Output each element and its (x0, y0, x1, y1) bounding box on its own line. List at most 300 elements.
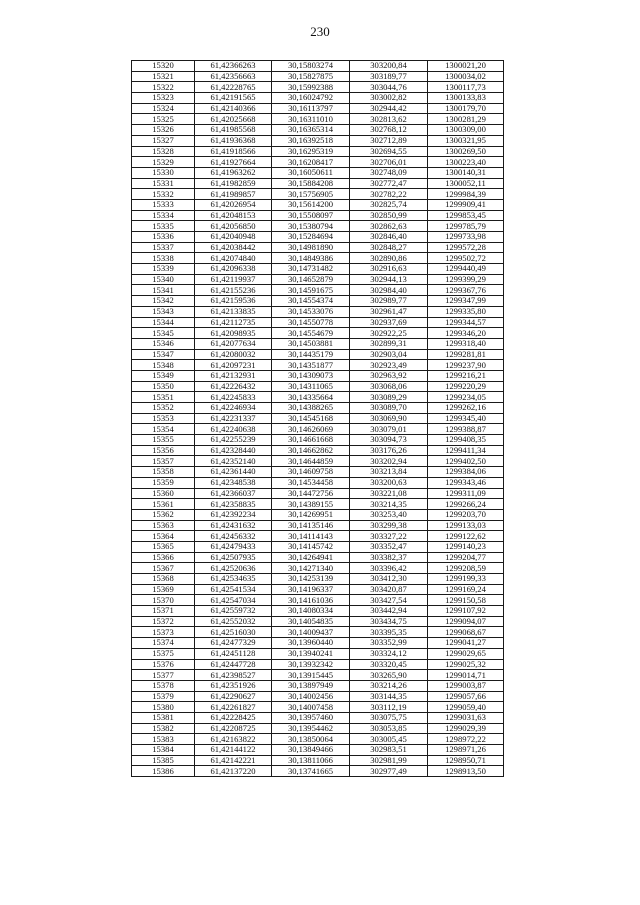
point-number-cell: 15383 (132, 734, 195, 745)
latitude-cell: 61,42098935 (195, 328, 272, 339)
y-coordinate-cell: 1299068,67 (428, 627, 504, 638)
x-coordinate-cell: 302825,74 (350, 199, 428, 210)
point-number-cell: 15371 (132, 606, 195, 617)
longitude-cell: 30,14435179 (272, 349, 350, 360)
table-row (132, 424, 504, 435)
table-row (132, 702, 504, 713)
point-number-cell: 15376 (132, 659, 195, 670)
point-number-cell: 15341 (132, 285, 195, 296)
point-number-cell: 15369 (132, 584, 195, 595)
latitude-cell: 61,42056850 (195, 221, 272, 232)
longitude-cell: 30,16050611 (272, 167, 350, 178)
table-row (132, 520, 504, 531)
latitude-cell: 61,42240638 (195, 424, 272, 435)
y-coordinate-cell: 1299169,24 (428, 584, 504, 595)
latitude-cell: 61,42119937 (195, 274, 272, 285)
y-coordinate-cell: 1300269,50 (428, 146, 504, 157)
x-coordinate-cell: 302748,09 (350, 167, 428, 178)
table-row (132, 606, 504, 617)
x-coordinate-cell: 303221,08 (350, 488, 428, 499)
longitude-cell: 30,14311065 (272, 381, 350, 392)
x-coordinate-cell: 303382,37 (350, 552, 428, 563)
y-coordinate-cell: 1299237,90 (428, 360, 504, 371)
longitude-cell: 30,14335664 (272, 392, 350, 403)
point-number-cell: 15378 (132, 680, 195, 691)
y-coordinate-cell: 1299367,76 (428, 285, 504, 296)
x-coordinate-cell: 302862,63 (350, 221, 428, 232)
point-number-cell: 15326 (132, 125, 195, 136)
point-number-cell: 15373 (132, 627, 195, 638)
point-number-cell: 15336 (132, 232, 195, 243)
y-coordinate-cell: 1299399,29 (428, 274, 504, 285)
x-coordinate-cell: 303299,38 (350, 520, 428, 531)
point-number-cell: 15344 (132, 317, 195, 328)
longitude-cell: 30,14271340 (272, 563, 350, 574)
y-coordinate-cell: 1299150,58 (428, 595, 504, 606)
y-coordinate-cell: 1300281,29 (428, 114, 504, 125)
point-number-cell: 15377 (132, 670, 195, 681)
table-row (132, 403, 504, 414)
point-number-cell: 15381 (132, 712, 195, 723)
longitude-cell: 30,15614200 (272, 199, 350, 210)
longitude-cell: 30,14135146 (272, 520, 350, 531)
table-row (132, 338, 504, 349)
table-row (132, 178, 504, 189)
longitude-cell: 30,14080334 (272, 606, 350, 617)
y-coordinate-cell: 1299208,59 (428, 563, 504, 574)
latitude-cell: 61,42038442 (195, 242, 272, 253)
y-coordinate-cell: 1299029,65 (428, 648, 504, 659)
point-number-cell: 15322 (132, 82, 195, 93)
latitude-cell: 61,42228765 (195, 82, 272, 93)
table-row (132, 264, 504, 275)
y-coordinate-cell: 1299440,49 (428, 264, 504, 275)
table-row (132, 242, 504, 253)
table-row (132, 691, 504, 702)
table-row (132, 328, 504, 339)
point-number-cell: 15338 (132, 253, 195, 264)
latitude-cell: 61,42096338 (195, 264, 272, 275)
y-coordinate-cell: 1300021,20 (428, 61, 504, 72)
latitude-cell: 61,42547034 (195, 595, 272, 606)
latitude-cell: 61,41927664 (195, 157, 272, 168)
x-coordinate-cell: 302903,04 (350, 349, 428, 360)
latitude-cell: 61,42552032 (195, 616, 272, 627)
y-coordinate-cell: 1299203,70 (428, 509, 504, 520)
table-row (132, 135, 504, 146)
y-coordinate-cell: 1299059,40 (428, 702, 504, 713)
y-coordinate-cell: 1299107,92 (428, 606, 504, 617)
table-row (132, 370, 504, 381)
point-number-cell: 15364 (132, 531, 195, 542)
x-coordinate-cell: 303265,90 (350, 670, 428, 681)
latitude-cell: 61,42516030 (195, 627, 272, 638)
point-number-cell: 15351 (132, 392, 195, 403)
y-coordinate-cell: 1299029,39 (428, 723, 504, 734)
point-number-cell: 15370 (132, 595, 195, 606)
longitude-cell: 30,14389155 (272, 499, 350, 510)
y-coordinate-cell: 1299262,16 (428, 403, 504, 414)
x-coordinate-cell: 303189,77 (350, 71, 428, 82)
x-coordinate-cell: 302961,47 (350, 306, 428, 317)
longitude-cell: 30,15756905 (272, 189, 350, 200)
longitude-cell: 30,14269951 (272, 509, 350, 520)
table-row (132, 125, 504, 136)
longitude-cell: 30,14554679 (272, 328, 350, 339)
y-coordinate-cell: 1299031,63 (428, 712, 504, 723)
y-coordinate-cell: 1299346,20 (428, 328, 504, 339)
longitude-cell: 30,14009437 (272, 627, 350, 638)
point-number-cell: 15324 (132, 103, 195, 114)
longitude-cell: 30,14196337 (272, 584, 350, 595)
y-coordinate-cell: 1299785,79 (428, 221, 504, 232)
latitude-cell: 61,42456332 (195, 531, 272, 542)
table-row (132, 541, 504, 552)
point-number-cell: 15359 (132, 477, 195, 488)
longitude-cell: 30,13897949 (272, 680, 350, 691)
latitude-cell: 61,42077634 (195, 338, 272, 349)
longitude-cell: 30,13741665 (272, 766, 350, 777)
longitude-cell: 30,14533076 (272, 306, 350, 317)
latitude-cell: 61,42159536 (195, 296, 272, 307)
y-coordinate-cell: 1299335,80 (428, 306, 504, 317)
point-number-cell: 15375 (132, 648, 195, 659)
latitude-cell: 61,42541534 (195, 584, 272, 595)
page-number: 230 (310, 24, 330, 39)
table-row (132, 296, 504, 307)
table-row (132, 285, 504, 296)
x-coordinate-cell: 302977,49 (350, 766, 428, 777)
y-coordinate-cell: 1299311,09 (428, 488, 504, 499)
latitude-cell: 61,42348538 (195, 477, 272, 488)
x-coordinate-cell: 302772,47 (350, 178, 428, 189)
longitude-cell: 30,16208417 (272, 157, 350, 168)
latitude-cell: 61,42048153 (195, 210, 272, 221)
coordinates-table (131, 60, 504, 777)
latitude-cell: 61,42142221 (195, 755, 272, 766)
y-coordinate-cell: 1298972,22 (428, 734, 504, 745)
x-coordinate-cell: 302989,77 (350, 296, 428, 307)
x-coordinate-cell: 303176,26 (350, 445, 428, 456)
latitude-cell: 61,42366037 (195, 488, 272, 499)
x-coordinate-cell: 303089,29 (350, 392, 428, 403)
latitude-cell: 61,42140366 (195, 103, 272, 114)
latitude-cell: 61,41982859 (195, 178, 272, 189)
longitude-cell: 30,16295319 (272, 146, 350, 157)
longitude-cell: 30,14145742 (272, 541, 350, 552)
table-row (132, 552, 504, 563)
longitude-cell: 30,14662862 (272, 445, 350, 456)
longitude-cell: 30,15803274 (272, 61, 350, 72)
x-coordinate-cell: 303327,22 (350, 531, 428, 542)
longitude-cell: 30,14351877 (272, 360, 350, 371)
longitude-cell: 30,15884208 (272, 178, 350, 189)
longitude-cell: 30,13849466 (272, 745, 350, 756)
point-number-cell: 15330 (132, 167, 195, 178)
point-number-cell: 15384 (132, 745, 195, 756)
y-coordinate-cell: 1300321,95 (428, 135, 504, 146)
latitude-cell: 61,42328440 (195, 445, 272, 456)
longitude-cell: 30,13954462 (272, 723, 350, 734)
y-coordinate-cell: 1299502,72 (428, 253, 504, 264)
x-coordinate-cell: 303395,35 (350, 627, 428, 638)
y-coordinate-cell: 1300133,83 (428, 93, 504, 104)
table-row (132, 616, 504, 627)
table-row (132, 381, 504, 392)
table-row (132, 467, 504, 478)
table-row (132, 71, 504, 82)
latitude-cell: 61,42228425 (195, 712, 272, 723)
y-coordinate-cell: 1299733,98 (428, 232, 504, 243)
y-coordinate-cell: 1299133,03 (428, 520, 504, 531)
table-row (132, 595, 504, 606)
point-number-cell: 15353 (132, 413, 195, 424)
longitude-cell: 30,14661668 (272, 435, 350, 446)
coordinates-table-body (132, 61, 504, 777)
x-coordinate-cell: 303112,19 (350, 702, 428, 713)
longitude-cell: 30,15508097 (272, 210, 350, 221)
point-number-cell: 15356 (132, 445, 195, 456)
table-row (132, 766, 504, 777)
latitude-cell: 61,42112735 (195, 317, 272, 328)
latitude-cell: 61,42351926 (195, 680, 272, 691)
x-coordinate-cell: 303442,94 (350, 606, 428, 617)
table-row (132, 413, 504, 424)
table-row (132, 627, 504, 638)
y-coordinate-cell: 1299140,23 (428, 541, 504, 552)
y-coordinate-cell: 1299318,40 (428, 338, 504, 349)
y-coordinate-cell: 1299057,66 (428, 691, 504, 702)
table-row (132, 734, 504, 745)
point-number-cell: 15372 (132, 616, 195, 627)
x-coordinate-cell: 303420,87 (350, 584, 428, 595)
y-coordinate-cell: 1299216,21 (428, 370, 504, 381)
latitude-cell: 61,42290627 (195, 691, 272, 702)
longitude-cell: 30,14652879 (272, 274, 350, 285)
longitude-cell: 30,14054835 (272, 616, 350, 627)
x-coordinate-cell: 303094,73 (350, 435, 428, 446)
x-coordinate-cell: 303044,76 (350, 82, 428, 93)
x-coordinate-cell: 303427,54 (350, 595, 428, 606)
x-coordinate-cell: 302850,99 (350, 210, 428, 221)
point-number-cell: 15337 (132, 242, 195, 253)
latitude-cell: 61,42097231 (195, 360, 272, 371)
latitude-cell: 61,42163822 (195, 734, 272, 745)
latitude-cell: 61,42398527 (195, 670, 272, 681)
x-coordinate-cell: 302984,40 (350, 285, 428, 296)
longitude-cell: 30,14309073 (272, 370, 350, 381)
table-row (132, 146, 504, 157)
x-coordinate-cell: 302944,13 (350, 274, 428, 285)
y-coordinate-cell: 1299041,27 (428, 638, 504, 649)
latitude-cell: 61,41989857 (195, 189, 272, 200)
table-row (132, 456, 504, 467)
x-coordinate-cell: 302916,63 (350, 264, 428, 275)
point-number-cell: 15352 (132, 403, 195, 414)
y-coordinate-cell: 1299266,24 (428, 499, 504, 510)
latitude-cell: 61,42132931 (195, 370, 272, 381)
longitude-cell: 30,14002456 (272, 691, 350, 702)
table-row (132, 221, 504, 232)
y-coordinate-cell: 1299003,87 (428, 680, 504, 691)
x-coordinate-cell: 303068,06 (350, 381, 428, 392)
x-coordinate-cell: 303079,01 (350, 424, 428, 435)
x-coordinate-cell: 302694,55 (350, 146, 428, 157)
latitude-cell: 61,42534635 (195, 574, 272, 585)
x-coordinate-cell: 302981,99 (350, 755, 428, 766)
point-number-cell: 15348 (132, 360, 195, 371)
longitude-cell: 30,13915445 (272, 670, 350, 681)
latitude-cell: 61,42255239 (195, 435, 272, 446)
x-coordinate-cell: 303412,30 (350, 574, 428, 585)
table-row (132, 210, 504, 221)
x-coordinate-cell: 302782,22 (350, 189, 428, 200)
table-row (132, 648, 504, 659)
x-coordinate-cell: 302944,42 (350, 103, 428, 114)
longitude-cell: 30,14545168 (272, 413, 350, 424)
x-coordinate-cell: 302706,01 (350, 157, 428, 168)
x-coordinate-cell: 303214,26 (350, 680, 428, 691)
y-coordinate-cell: 1298913,50 (428, 766, 504, 777)
longitude-cell: 30,14264941 (272, 552, 350, 563)
longitude-cell: 30,14626069 (272, 424, 350, 435)
x-coordinate-cell: 303202,94 (350, 456, 428, 467)
latitude-cell: 61,42507935 (195, 552, 272, 563)
point-number-cell: 15385 (132, 755, 195, 766)
y-coordinate-cell: 1299014,71 (428, 670, 504, 681)
y-coordinate-cell: 1299411,34 (428, 445, 504, 456)
latitude-cell: 61,42366263 (195, 61, 272, 72)
table-row (132, 253, 504, 264)
latitude-cell: 61,42447728 (195, 659, 272, 670)
point-number-cell: 15374 (132, 638, 195, 649)
table-row (132, 189, 504, 200)
x-coordinate-cell: 303069,90 (350, 413, 428, 424)
x-coordinate-cell: 303352,47 (350, 541, 428, 552)
latitude-cell: 61,42074840 (195, 253, 272, 264)
table-row (132, 103, 504, 114)
longitude-cell: 30,16311010 (272, 114, 350, 125)
latitude-cell: 61,42226432 (195, 381, 272, 392)
y-coordinate-cell: 1299347,99 (428, 296, 504, 307)
point-number-cell: 15332 (132, 189, 195, 200)
latitude-cell: 61,42520636 (195, 563, 272, 574)
table-row (132, 435, 504, 446)
y-coordinate-cell: 1299234,05 (428, 392, 504, 403)
table-row (132, 509, 504, 520)
point-number-cell: 15327 (132, 135, 195, 146)
table-row (132, 531, 504, 542)
table-row (132, 392, 504, 403)
point-number-cell: 15354 (132, 424, 195, 435)
latitude-cell: 61,42352140 (195, 456, 272, 467)
y-coordinate-cell: 1299343,46 (428, 477, 504, 488)
table-row (132, 755, 504, 766)
y-coordinate-cell: 1298950,71 (428, 755, 504, 766)
longitude-cell: 30,13940241 (272, 648, 350, 659)
y-coordinate-cell: 1298971,26 (428, 745, 504, 756)
longitude-cell: 30,15380794 (272, 221, 350, 232)
point-number-cell: 15362 (132, 509, 195, 520)
longitude-cell: 30,14472756 (272, 488, 350, 499)
latitude-cell: 61,42040948 (195, 232, 272, 243)
longitude-cell: 30,16113797 (272, 103, 350, 114)
latitude-cell: 61,42144122 (195, 745, 272, 756)
longitude-cell: 30,14007458 (272, 702, 350, 713)
table-row (132, 360, 504, 371)
point-number-cell: 15363 (132, 520, 195, 531)
x-coordinate-cell: 303320,45 (350, 659, 428, 670)
point-number-cell: 15366 (132, 552, 195, 563)
latitude-cell: 61,42477329 (195, 638, 272, 649)
longitude-cell: 30,14609758 (272, 467, 350, 478)
y-coordinate-cell: 1299408,35 (428, 435, 504, 446)
table-row (132, 638, 504, 649)
y-coordinate-cell: 1299344,57 (428, 317, 504, 328)
x-coordinate-cell: 303075,75 (350, 712, 428, 723)
y-coordinate-cell: 1300140,31 (428, 167, 504, 178)
y-coordinate-cell: 1300179,70 (428, 103, 504, 114)
latitude-cell: 61,42361440 (195, 467, 272, 478)
point-number-cell: 15334 (132, 210, 195, 221)
y-coordinate-cell: 1300052,11 (428, 178, 504, 189)
latitude-cell: 61,42431632 (195, 520, 272, 531)
x-coordinate-cell: 302937,69 (350, 317, 428, 328)
table-row (132, 670, 504, 681)
longitude-cell: 30,14644859 (272, 456, 350, 467)
x-coordinate-cell: 303200,63 (350, 477, 428, 488)
table-row (132, 199, 504, 210)
point-number-cell: 15335 (132, 221, 195, 232)
point-number-cell: 15361 (132, 499, 195, 510)
point-number-cell: 15331 (132, 178, 195, 189)
point-number-cell: 15355 (132, 435, 195, 446)
table-row (132, 745, 504, 756)
latitude-cell: 61,42137220 (195, 766, 272, 777)
point-number-cell: 15339 (132, 264, 195, 275)
table-row (132, 157, 504, 168)
table-row (132, 723, 504, 734)
point-number-cell: 15358 (132, 467, 195, 478)
latitude-cell: 61,42231337 (195, 413, 272, 424)
latitude-cell: 61,42392234 (195, 509, 272, 520)
y-coordinate-cell: 1299853,45 (428, 210, 504, 221)
point-number-cell: 15357 (132, 456, 195, 467)
x-coordinate-cell: 302846,40 (350, 232, 428, 243)
table-row (132, 114, 504, 125)
x-coordinate-cell: 303089,70 (350, 403, 428, 414)
longitude-cell: 30,13850064 (272, 734, 350, 745)
y-coordinate-cell: 1300034,02 (428, 71, 504, 82)
longitude-cell: 30,16024792 (272, 93, 350, 104)
point-number-cell: 15343 (132, 306, 195, 317)
x-coordinate-cell: 302983,51 (350, 745, 428, 756)
table-row (132, 499, 504, 510)
longitude-cell: 30,13811066 (272, 755, 350, 766)
x-coordinate-cell: 303352,99 (350, 638, 428, 649)
latitude-cell: 61,42191565 (195, 93, 272, 104)
y-coordinate-cell: 1299094,07 (428, 616, 504, 627)
table-row (132, 274, 504, 285)
latitude-cell: 61,42026954 (195, 199, 272, 210)
table-row (132, 574, 504, 585)
y-coordinate-cell: 1299204,77 (428, 552, 504, 563)
point-number-cell: 15328 (132, 146, 195, 157)
x-coordinate-cell: 303144,35 (350, 691, 428, 702)
y-coordinate-cell: 1299402,50 (428, 456, 504, 467)
point-number-cell: 15379 (132, 691, 195, 702)
x-coordinate-cell: 303434,75 (350, 616, 428, 627)
